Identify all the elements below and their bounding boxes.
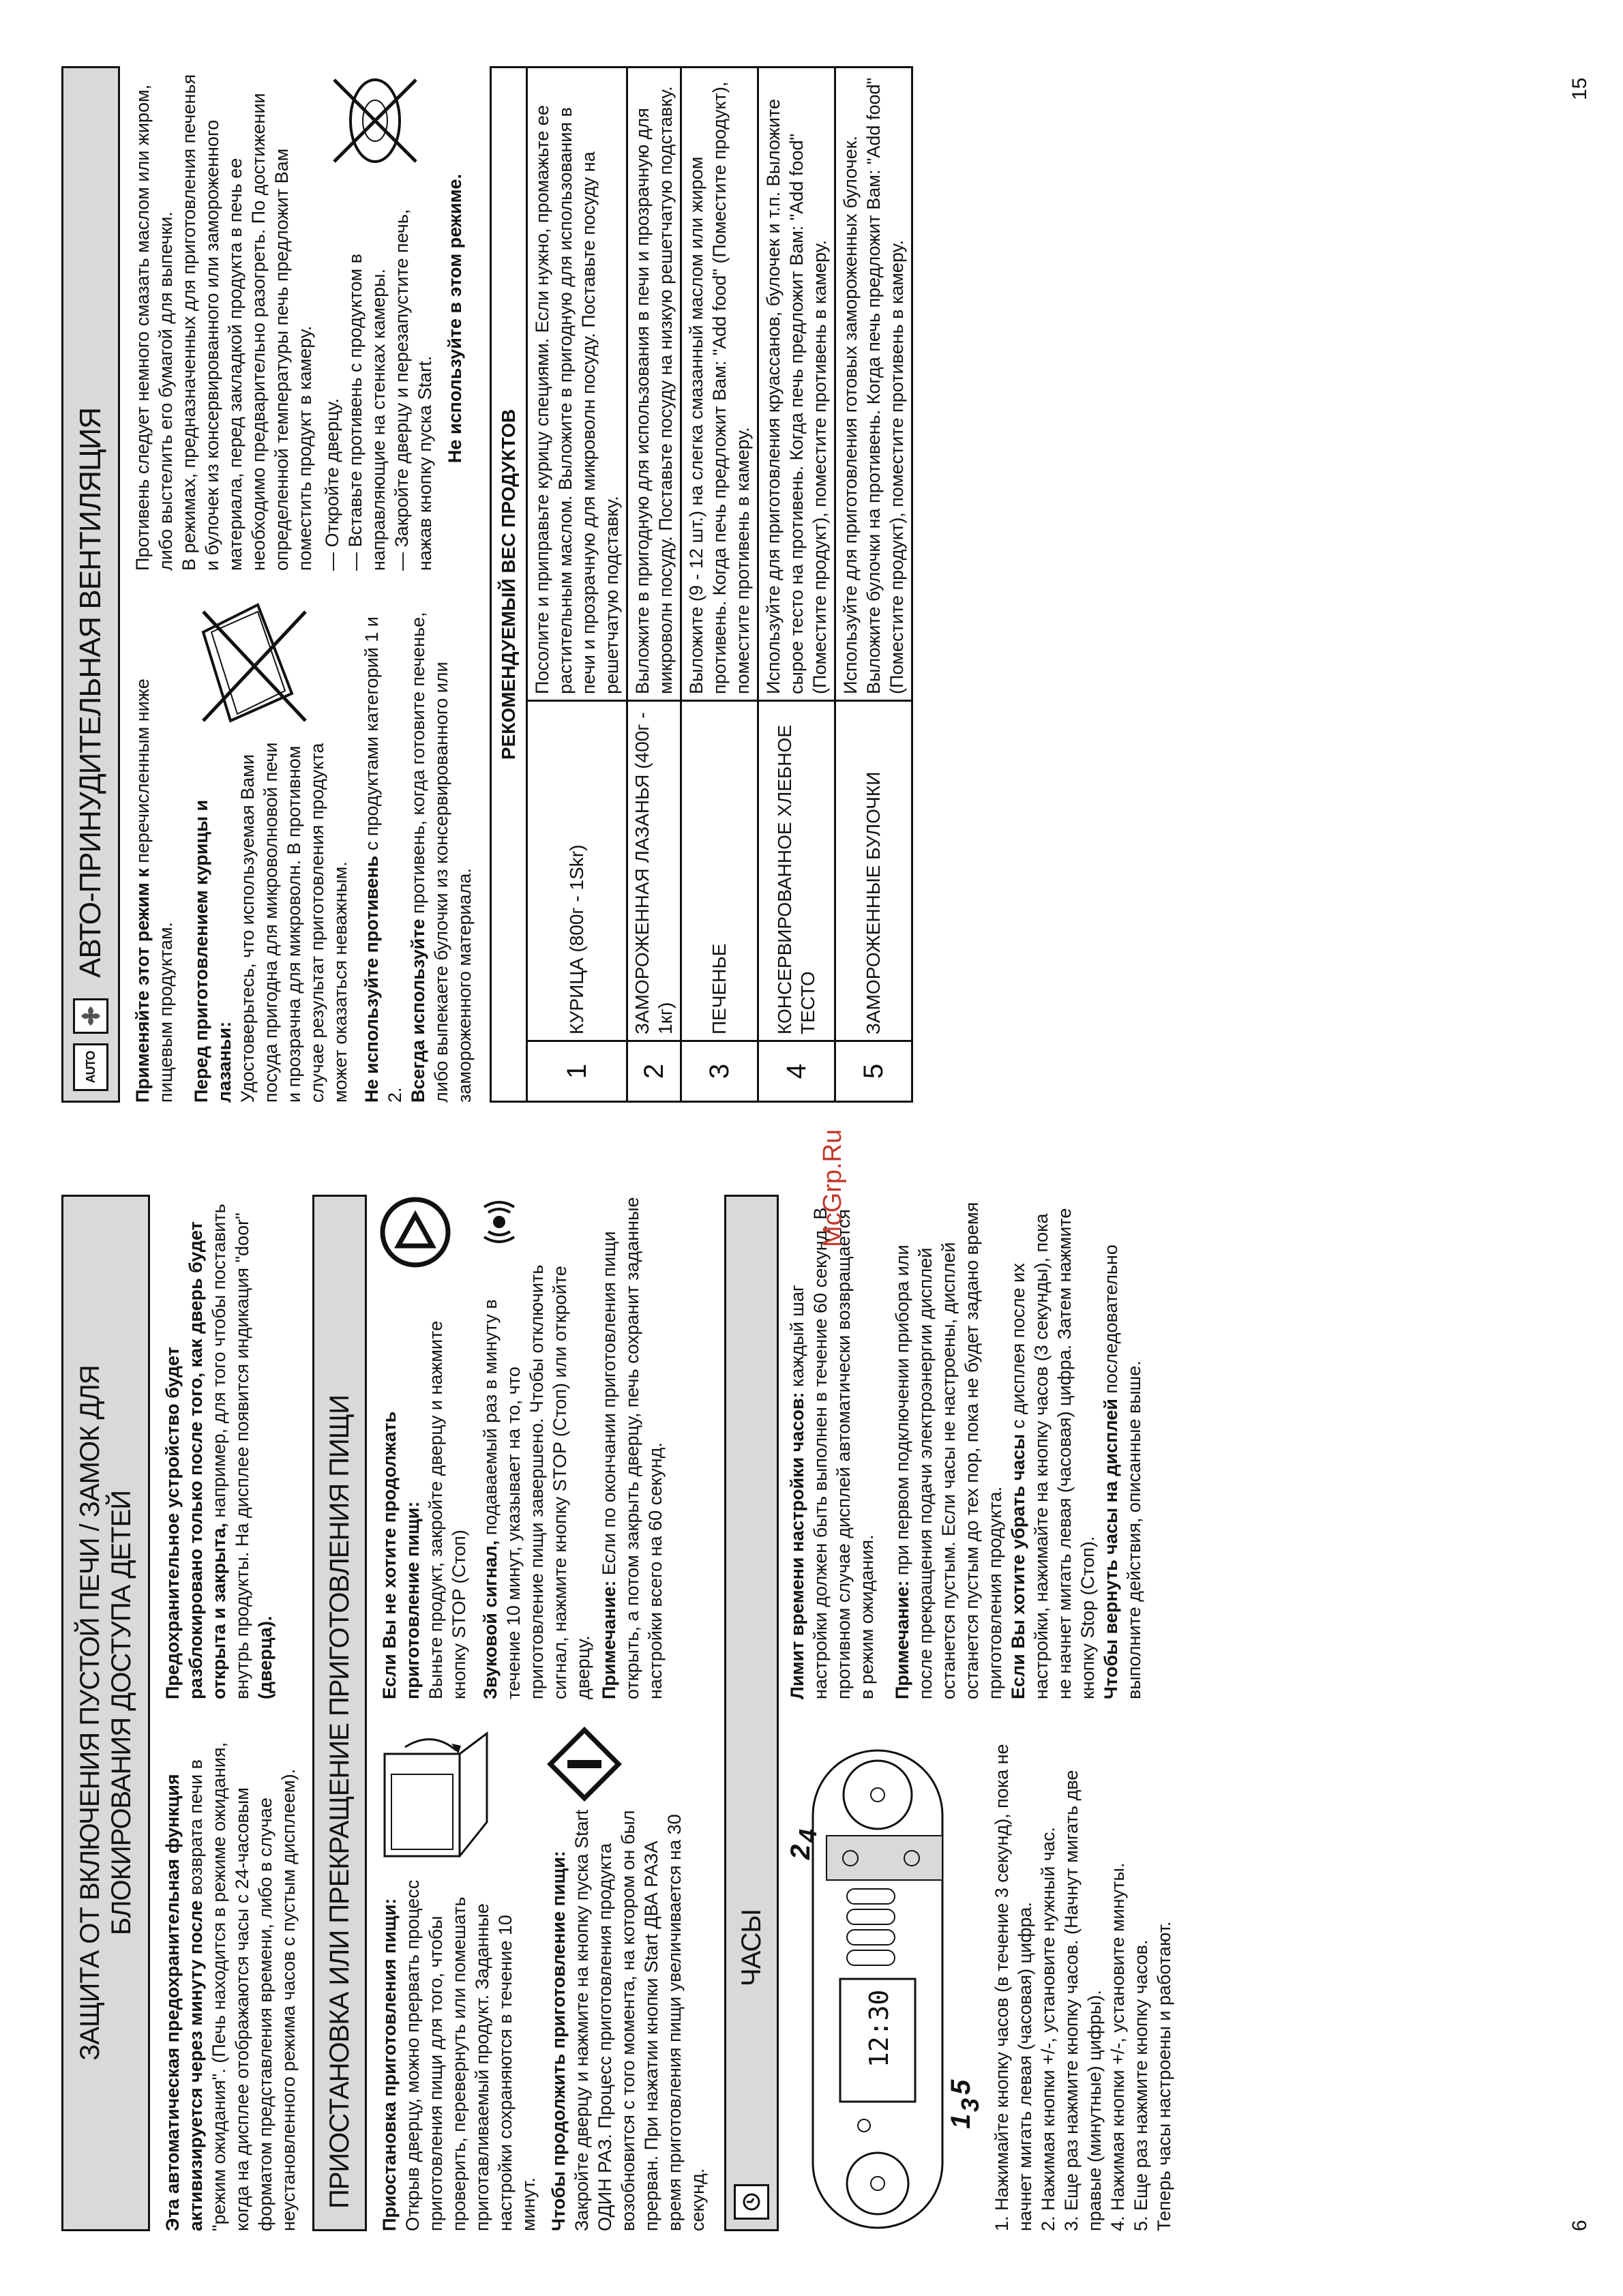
page-number-right: 15 xyxy=(1568,77,1591,100)
warn-text: Не используйте в этом режиме. xyxy=(445,173,465,464)
section-title-clock xyxy=(724,1195,779,2231)
row-desc: Выложите в пригодную для использования в печи и прозрачную для микроволн посуду. Поставьте посуду на низкую решетчатую подставку. xyxy=(627,68,681,701)
clock-steps xyxy=(990,1727,1176,2231)
clock-display-readout: 12:30 xyxy=(864,1989,894,2068)
title-line-1: ЗАЩИТА ОТ ВКЛЮЧЕНИЯ ПУСТОЙ ПЕЧИ / ЗАМОК ДЛЯ xyxy=(75,1365,105,2061)
clock-step: 3. Еще раз нажмите кнопку часов. (Начнут мигать две правые (минутные) цифры). xyxy=(1061,1770,1105,2231)
row-name: КУРИЦА (800г - 1Skr) xyxy=(527,701,627,1041)
title-line-2: БЛОКИРОВАНИЯ ДОСТУПА ДЕТЕЙ xyxy=(106,1490,136,1936)
signal-text: Звуковой сигнал, подаваемый раз в минуту в течение 10 минут, указывает на то, что приготовление пищи завершено. Чтобы отключить сигнал, нажмите кнопку STOP (Стоп) или откройте дверцу. xyxy=(480,1264,593,1699)
control-panel-illustration xyxy=(786,1740,949,2231)
child-lock-col2: Предохранительное устройство будет разблокировано только после того, как дверь будет открыта и закрыта, например, для того чтобы поставить внутрь продукты. На дисплее появится индикация "door" (дверца). xyxy=(162,1204,276,1699)
sound-icon xyxy=(479,1195,520,1249)
table-row xyxy=(527,68,627,1102)
row-desc: Используйте для приготовления круассанов, булочек и т.п. Выложите сырое тесто на противень. Когда печь предложит Вам: "Add food" (Поместите продукт), поместите противень в камеру. xyxy=(758,68,835,701)
no-tray-icon xyxy=(190,598,319,734)
clock-step: Теперь часы настроены и работают. xyxy=(1154,1921,1174,2231)
clock-step: 4. Нажимая кнопки +/-, установите минуты. xyxy=(1107,1862,1128,2231)
stop-icon xyxy=(378,1195,453,1270)
tray-step: — Откройте дверцу. xyxy=(322,398,342,571)
pause-text: Приостановка приготовления пищи: Открыв дверцу, можно прервать процесс приготовления пищи для того, чтобы проверить, перевернуть или помешать приготавливаемый продукт. Заданные настройки сохраняются в течение 10 минут. xyxy=(379,1879,539,2231)
table-row xyxy=(835,68,912,1102)
callout-2: 2 xyxy=(786,1844,816,1860)
page-number-left: 6 xyxy=(1568,2220,1591,2231)
row-num: 2 xyxy=(627,1041,681,1102)
tray-step: — Вставьте противень с продуктом в направляющие на стенках камеры. xyxy=(345,254,389,571)
auto-icon: AUTO xyxy=(73,1043,108,1091)
clock-step: 5. Еще раз нажмите кнопку часов. xyxy=(1131,1939,1151,2231)
table-header: РЕКОМЕНДУЕМЫЙ ВЕС ПРОДУКТОВ xyxy=(491,68,527,1102)
pause-body xyxy=(378,1195,709,2231)
clock-limit: Лимит времени настройки часов: каждый шаг настройки должен быть выполнен в течение 60 секунд. В противном случае дисплей автоматически возвращается в режим ожидания. xyxy=(787,1207,877,1699)
callout-1: 1 xyxy=(946,2113,976,2129)
continue-text: Чтобы продолжить приготовление пищи: Закройте дверцу и нажмите на кнопку пуска Start ОДИН РАЗ. Процесс приготовления продукта возобновится с того момента, на котором он был прерван. При нажатии кнопки Start ДВА РАЗА время приготовления пищи увеличивается на 30 секунд. xyxy=(548,1809,708,2231)
before-text: Перед приготовлением курицы и лазаньи: Удостоверьтесь, что используемая Вами посуда пригодна для микроволновой печи и прозрачна для микроволн. В противном случае результат приготовления продукта может оказаться неважным. xyxy=(191,742,351,1103)
row-desc: Посолите и приправьте курицу специями. Если нужно, промажьте ее растительным маслом. Выложите в пригодную для использования в печи и прозрачную для микроволн посуду. Поставьте посуду на решетчатую подставку. xyxy=(527,68,627,701)
grease-text: Противень следует немного смазать маслом или жиром, либо выстелить его бумагой для выпечки. xyxy=(132,84,176,571)
child-lock-body xyxy=(161,1195,300,2231)
section-title-auto-vent xyxy=(61,66,120,1103)
callout-5: 5 xyxy=(946,2079,976,2095)
callout-3: 3 xyxy=(956,2098,984,2112)
clock-remove: Если Вы хотите убрать часы с дисплея после их настройки, нажимайте на кнопку часов (3 секунды), пока не начнет мигать левая (часовая) цифра. Затем нажмите кнопку Stop (Стоп). xyxy=(1008,1208,1098,1699)
table-row xyxy=(627,68,681,1102)
dont-text: Не используйте противень с продуктами категорий 1 и 2. xyxy=(361,616,405,1103)
watermark: McGrp.Ru xyxy=(818,1129,847,1247)
clock-step: 2. Нажимая кнопки +/-, установите нужный час. xyxy=(1038,1827,1058,2231)
fan-icon xyxy=(73,998,108,1034)
no-turntable-icon xyxy=(321,66,423,175)
row-num: 3 xyxy=(681,1041,758,1102)
section-title-pause xyxy=(312,1195,367,2231)
recommended-weight-table xyxy=(490,66,913,1103)
clock-icon xyxy=(734,2184,769,2220)
open-door-oven-icon xyxy=(378,1727,494,1863)
start-icon xyxy=(547,1727,622,1802)
row-num: 1 xyxy=(527,1041,627,1102)
right-page xyxy=(61,66,913,1103)
preheat-text: В режимах, предназначенных для приготовления печенья и булочек из консервированного или замороженного материала, перед закладкой продукта в печь ее необходимо предварительно разогреть. По достижении определенной температуры печь предложит Вам поместить продукт в камеру. xyxy=(179,74,315,571)
callout-4: 4 xyxy=(794,1828,822,1843)
tray-step: — Закройте дверцу и перезапустите печь, нажав кнопку пуска Start. xyxy=(391,209,435,571)
clock-return: Чтобы вернуть часы на дисплей последовательно выполните действия, описанные выше. xyxy=(1101,1244,1144,1699)
row-name: ПЕЧЕНЬЕ xyxy=(681,701,758,1041)
row-name: КОНСЕРВИРОВАННОЕ ХЛЕБНОЕ ТЕСТО xyxy=(758,701,835,1041)
stop-text: Если Вы не хотите продолжать приготовление пищи: Выньте продукт, закройте дверцу и нажмите кнопку STOP (Стоп) xyxy=(379,1320,469,1699)
pause-title: ПРИОСТАНОВКА ИЛИ ПРЕКРАЩЕНИЕ ПРИГОТОВЛЕНИЯ ПИЩИ xyxy=(324,1395,355,2209)
apply-text: Применяйте этот режим к перечисленным ниже пищевым продуктам. xyxy=(132,679,176,1103)
tray-steps xyxy=(321,182,436,571)
row-num: 4 xyxy=(758,1041,835,1102)
row-name: ЗАМОРОЖЕННЫЕ БУЛОЧКИ xyxy=(835,701,912,1041)
clock-body xyxy=(786,1195,1176,2231)
auto-vent-body xyxy=(131,66,476,1103)
row-name: ЗАМОРОЖЕННАЯ ЛАЗАНЬЯ (400г - 1кг) xyxy=(627,701,681,1041)
table-row xyxy=(758,68,835,1102)
control-panel-figure xyxy=(786,1727,990,2231)
always-text: Всегда используйте противень, когда готовите печенье, либо выпекаете булочки из консервированного или замороженного материала. xyxy=(408,612,475,1103)
row-num: 5 xyxy=(835,1041,912,1102)
clock-step: 1. Нажимайте кнопку часов (в течение 3 секунд), пока не начнет мигать левая (часовая) цифра. xyxy=(992,1744,1035,2231)
clock-note: Примечание: при первом подключении прибора или после прекращения подачи электроэнергии дисплей останется пустым. Если часы не настроены, дисплей останется пустым до тех пор, пока не будет задано время приготовления продукта. xyxy=(892,1202,1005,1699)
section-title-child-lock xyxy=(61,1195,150,2231)
child-lock-col1: Эта автоматическая предохранительная функция активизируется через минуту после возврата печи в "режим ожидания". (Печь находится в режиме ожидания, когда на дисплее отображаются часы с 24-часовым форматом представления времени, либо в случае неустановленного режима часов с пустым дисплеем). xyxy=(162,1742,299,2231)
clock-title: ЧАСЫ xyxy=(736,1909,766,1986)
row-desc: Используйте для приготовления готовых замороженных булочек. Выложите булочки на противень. Когда печь предложит Вам: "Add food" (Поместите продукт), поместите противень в камеру. xyxy=(835,68,912,701)
pause-note: Примечание: Если по окончании приготовления пищи открыть, а потом закрыть дверцу, печь сохранит заданные настройки всего на 60 секунд. xyxy=(599,1197,666,1699)
table-row xyxy=(681,68,758,1102)
auto-vent-title: АВТО-ПРИНУДИТЕЛЬНАЯ ВЕНТИЛЯЦИЯ xyxy=(74,408,107,978)
left-page xyxy=(61,1195,1176,2231)
row-desc: Выложите (9 - 12 шт.) на слегка смазанный маслом или жиром противень. Когда печь предложит Вам: "Add food" (Поместите продукт), поместите противень в камеру. xyxy=(681,68,758,701)
